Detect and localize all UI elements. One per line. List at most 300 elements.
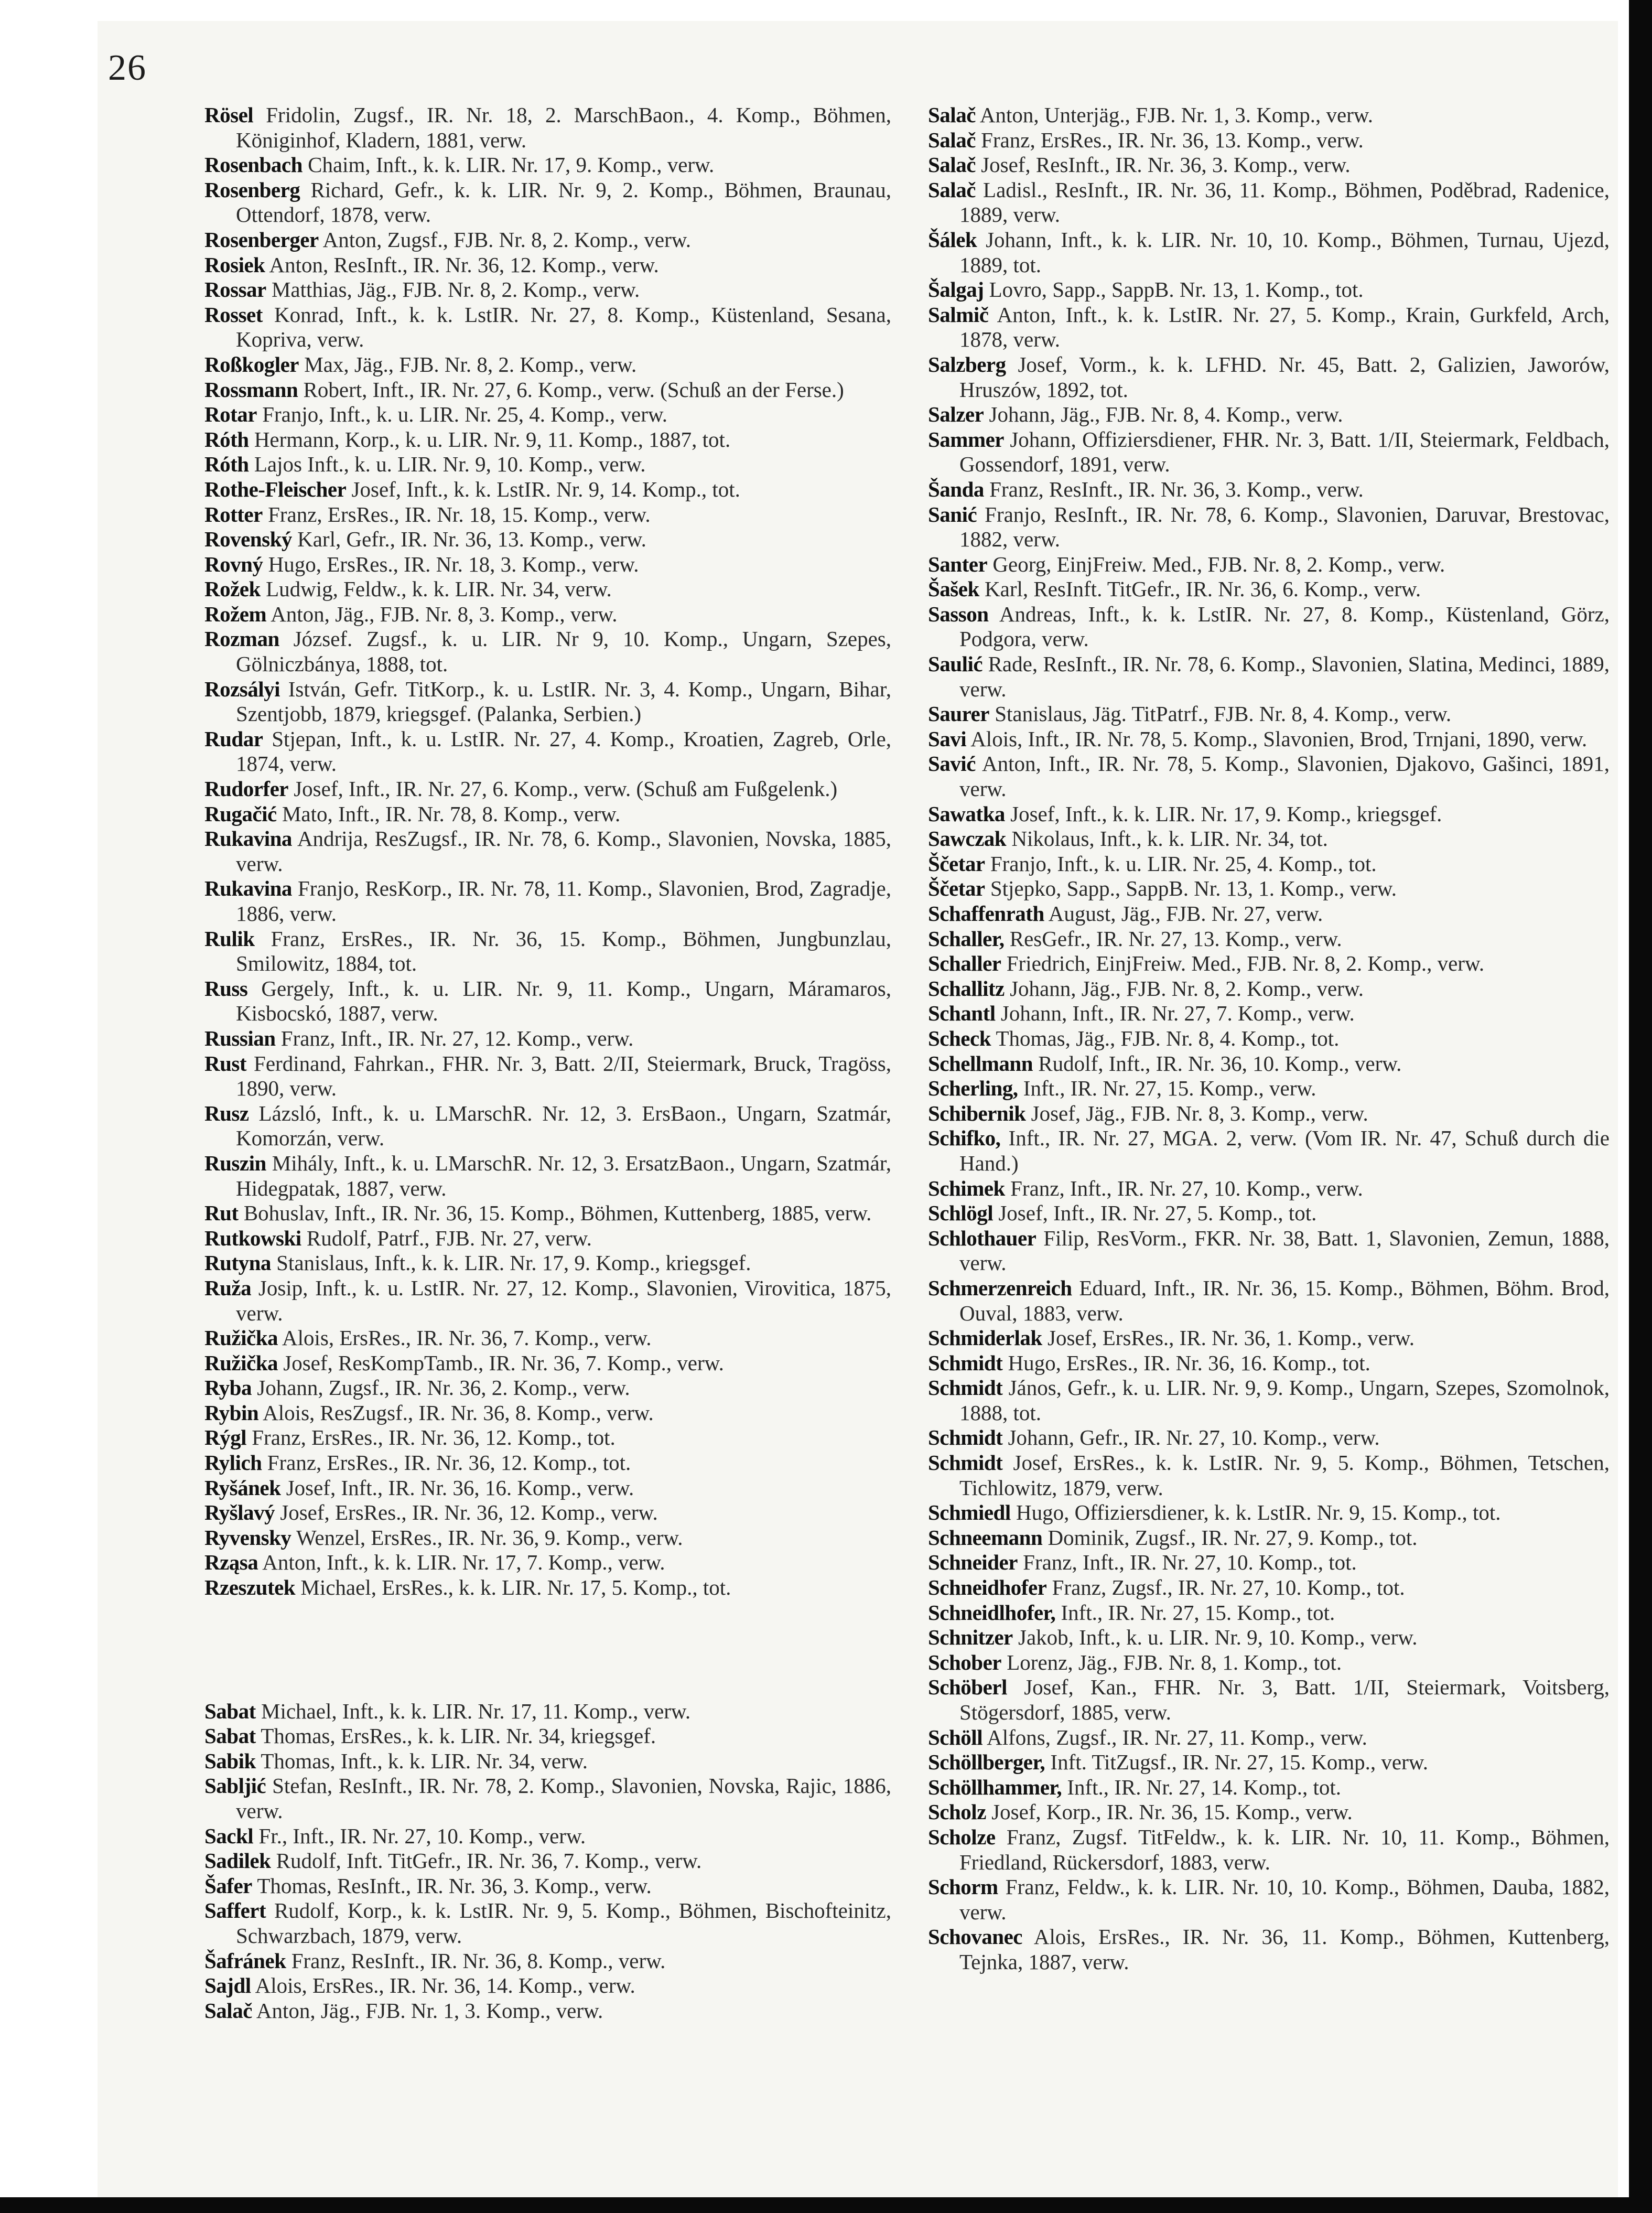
list-entry — [204, 1051, 891, 1101]
entry-surname: Schaller, — [928, 926, 1005, 951]
entry-details: Franz, ErsRes., IR. Nr. 36, 15. Komp., Böhmen, Jungbunzlau, Smilowitz, 1884, tot. — [236, 926, 891, 976]
entry-details: Eduard, Inft., IR. Nr. 36, 15. Komp., Böhmen, Böhm. Brod, Ouval, 1883, verw. — [959, 1275, 1610, 1325]
entry-surname: Rovný — [204, 552, 263, 576]
entry-details: Josip, Inft., k. u. LstIR. Nr. 27, 12. Komp., Slavonien, Virovitica, 1875, verw. — [236, 1275, 891, 1325]
entry-details: Konrad, Inft., k. k. LstIR. Nr. 27, 8. Komp., Küstenland, Sesana, Kopriva, verw. — [236, 302, 891, 352]
entry-details: Thomas, Inft., k. k. LIR. Nr. 34, verw. — [261, 1748, 588, 1773]
list-entry — [928, 1750, 1610, 1775]
entry-details: Karl, Gefr., IR. Nr. 36, 13. Komp., verw. — [297, 527, 646, 552]
entry-surname: Schmerzenreich — [928, 1275, 1072, 1300]
entry-details: Josef, Vorm., k. k. LFHD. Nr. 45, Batt. 2, Galizien, Jaworów, Hruszów, 1892, tot. — [959, 352, 1610, 402]
list-entry — [928, 1650, 1610, 1675]
list-entry — [928, 1051, 1610, 1077]
list-entry — [928, 1526, 1610, 1551]
list-entry — [204, 527, 891, 552]
list-entry — [204, 826, 891, 876]
entry-details: Lajos Inft., k. u. LIR. Nr. 9, 10. Komp., verw. — [254, 452, 646, 477]
list-entry — [204, 1201, 891, 1226]
entry-details: Mato, Inft., IR. Nr. 78, 8. Komp., verw. — [282, 801, 621, 826]
list-entry — [928, 951, 1610, 976]
list-entry — [928, 1451, 1610, 1500]
list-entry — [204, 1251, 891, 1276]
entry-details: István, Gefr. TitKorp., k. u. LstIR. Nr. 3, 4. Komp., Ungarn, Bihar, Szentjobb, 1879, kriegsgef. (Palanka, Serbien.) — [236, 676, 891, 726]
list-entry — [204, 927, 891, 976]
entry-details: Jakob, Inft., k. u. LIR. Nr. 9, 10. Komp., verw. — [1018, 1625, 1418, 1650]
list-entry — [928, 1425, 1610, 1451]
list-entry — [928, 1775, 1610, 1800]
list-entry — [928, 652, 1610, 702]
entry-details: Alois, ErsRes., IR. Nr. 36, 14. Komp., verw. — [255, 1973, 635, 1998]
entry-details: Hugo, Offiziersdiener, k. k. LstIR. Nr. 9, 15. Komp., tot. — [1016, 1500, 1501, 1525]
entry-surname: Rukavina — [204, 876, 292, 901]
entry-surname: Rotar — [204, 402, 257, 427]
list-entry — [928, 1226, 1610, 1276]
entry-surname: Ružička — [204, 1350, 278, 1375]
entry-surname: Rosiek — [204, 252, 265, 277]
list-entry — [928, 1625, 1610, 1650]
list-entry — [204, 477, 891, 502]
entry-surname: Rožek — [204, 577, 261, 601]
entry-surname: Schnitzer — [928, 1625, 1013, 1650]
list-entry — [204, 253, 891, 278]
entry-surname: Rudorfer — [204, 777, 288, 801]
list-entry — [204, 1898, 891, 1948]
list-entry — [204, 627, 891, 676]
list-entry — [928, 1600, 1610, 1626]
entry-details: Anton, Jäg., FJB. Nr. 1, 3. Komp., verw. — [256, 1998, 603, 2023]
entry-surname: Sanić — [928, 502, 977, 527]
entry-surname: Rut — [204, 1201, 239, 1226]
entry-details: Hugo, ErsRes., IR. Nr. 18, 3. Komp., verw. — [268, 552, 639, 576]
list-entry — [204, 577, 891, 602]
entry-details: Josef, ErsRes., IR. Nr. 36, 12. Komp., verw. — [280, 1500, 658, 1525]
entry-surname: Sadilek — [204, 1849, 271, 1873]
entry-surname: Rosenbach — [204, 153, 303, 177]
entry-details: Mihály, Inft., k. u. LMarschR. Nr. 12, 3. ErsatzBaon., Ungarn, Szatmár, Hidegpatak, 1887, verw. — [236, 1151, 891, 1200]
entry-details: Bohuslav, Inft., IR. Nr. 36, 15. Komp., Böhmen, Kuttenberg, 1885, verw. — [243, 1201, 872, 1226]
list-entry — [204, 777, 891, 802]
entry-surname: Rzeszutek — [204, 1575, 296, 1600]
entry-surname: Sawczak — [928, 826, 1007, 851]
list-entry — [928, 1126, 1610, 1176]
entry-surname: Schaffenrath — [928, 901, 1044, 926]
list-entry — [204, 502, 891, 528]
entry-details: Inft., IR. Nr. 27, 14. Komp., tot. — [1067, 1775, 1342, 1799]
entry-details: Alois, ResZugsf., IR. Nr. 36, 8. Komp., verw. — [263, 1400, 654, 1425]
entry-surname: Schneidlhofer, — [928, 1600, 1056, 1625]
list-entry — [928, 103, 1610, 128]
entry-surname: Sammer — [928, 427, 1005, 452]
list-entry — [928, 1575, 1610, 1600]
list-entry — [204, 1849, 891, 1874]
entry-details: Gergely, Inft., k. u. LIR. Nr. 9, 11. Komp., Ungarn, Máramaros, Kisbocskó, 1887, verw. — [236, 976, 892, 1026]
entry-surname: Schlothauer — [928, 1226, 1036, 1250]
entry-surname: Santer — [928, 552, 988, 576]
list-entry — [204, 1500, 891, 1526]
entry-surname: Ruszin — [204, 1151, 266, 1175]
entry-surname: Rovenský — [204, 527, 292, 552]
entry-details: Friedrich, EinjFreiw. Med., FJB. Nr. 8, 2. Komp., verw. — [1006, 951, 1485, 976]
entry-details: Chaim, Inft., k. k. LIR. Nr. 17, 9. Komp., verw. — [308, 153, 715, 177]
entry-surname: Rybin — [204, 1400, 259, 1425]
list-entry — [928, 826, 1610, 852]
entry-surname: Šanda — [928, 477, 984, 501]
entry-surname: Róth — [204, 427, 249, 452]
entry-details: Josef, Inft., k. k. LstIR. Nr. 9, 14. Komp., tot. — [351, 477, 740, 501]
list-entry — [928, 927, 1610, 952]
entry-details: Dominik, Zugsf., IR. Nr. 27, 9. Komp., tot. — [1048, 1525, 1418, 1550]
entry-surname: Schimek — [928, 1176, 1005, 1200]
list-entry — [204, 1101, 891, 1151]
list-entry — [928, 802, 1610, 827]
entry-details: Josef, ErsRes., IR. Nr. 36, 1. Komp., verw. — [1048, 1326, 1415, 1350]
entry-surname: Ščetar — [928, 876, 985, 901]
entry-details: Josef, Korp., IR. Nr. 36, 15. Komp., verw. — [991, 1800, 1353, 1824]
list-entry — [928, 1800, 1610, 1825]
entry-surname: Schmidt — [928, 1376, 1003, 1400]
entry-details: Josef, ResKompTamb., IR. Nr. 36, 7. Komp., verw. — [283, 1350, 724, 1375]
entry-surname: Rosenberg — [204, 177, 300, 202]
entry-surname: Rust — [204, 1051, 247, 1076]
list-entry — [204, 1774, 891, 1823]
entry-surname: Scheck — [928, 1026, 991, 1050]
list-entry — [928, 502, 1610, 552]
list-entry — [204, 1151, 891, 1201]
entry-details: Franz, Inft., IR. Nr. 27, 12. Komp., verw. — [280, 1026, 634, 1050]
entry-details: Andreas, Inft., k. k. LstIR. Nr. 27, 8. Komp., Küstenland, Görz, Podgora, verw. — [959, 601, 1610, 651]
list-entry — [928, 277, 1610, 303]
entry-surname: Rylich — [204, 1451, 262, 1475]
list-entry — [928, 153, 1610, 178]
entry-surname: Schellmann — [928, 1051, 1033, 1076]
list-entry — [204, 1476, 891, 1501]
entry-surname: Rozsályi — [204, 676, 280, 701]
entry-surname: Rutkowski — [204, 1226, 301, 1250]
entry-surname: Schöberl — [928, 1675, 1007, 1700]
list-entry — [204, 1999, 891, 2024]
entry-details: Robert, Inft., IR. Nr. 27, 6. Komp., verw. (Schuß an der Ferse.) — [303, 377, 844, 402]
entry-details: Franz, ErsRes., IR. Nr. 36, 12. Komp., tot. — [252, 1425, 616, 1450]
entry-surname: Saulić — [928, 652, 983, 676]
list-entry — [928, 1500, 1610, 1526]
entry-details: Max, Jäg., FJB. Nr. 8, 2. Komp., verw. — [304, 352, 637, 377]
entry-surname: Rutyna — [204, 1251, 271, 1275]
entry-details: Karl, ResInft. TitGefr., IR. Nr. 36, 6. Komp., verw. — [985, 577, 1421, 601]
list-entry — [928, 1725, 1610, 1750]
entry-surname: Rukavina — [204, 826, 292, 851]
entry-details: Franz, ErsRes., IR. Nr. 18, 15. Komp., verw. — [268, 502, 651, 527]
entry-details: Franz, ResInft., IR. Nr. 36, 8. Komp., verw. — [291, 1948, 666, 1973]
entry-details: Josef, Inft., IR. Nr. 27, 5. Komp., tot. — [998, 1201, 1317, 1226]
entry-surname: Scherling, — [928, 1076, 1018, 1101]
entry-surname: Salač — [928, 177, 976, 202]
list-entry — [928, 1351, 1610, 1376]
entry-details: Anton, Jäg., FJB. Nr. 8, 3. Komp., verw. — [271, 601, 618, 626]
entry-surname: Ryšlavý — [204, 1500, 275, 1525]
entry-details: Stefan, ResInft., IR. Nr. 78, 2. Komp., Slavonien, Novska, Rajic, 1886, verw. — [236, 1774, 891, 1823]
entry-details: Johann, Gefr., IR. Nr. 27, 10. Komp., verw. — [1008, 1425, 1380, 1450]
section-gap — [204, 1600, 891, 1699]
list-entry — [204, 976, 891, 1026]
list-entry — [928, 128, 1610, 153]
entry-surname: Sasson — [928, 601, 989, 626]
right-column — [928, 103, 1610, 1975]
entry-details: Wenzel, ErsRes., IR. Nr. 36, 9. Komp., verw. — [296, 1525, 683, 1550]
entry-surname: Salač — [204, 1998, 252, 2023]
entry-surname: Róth — [204, 452, 249, 477]
entry-details: Josef, Inft., IR. Nr. 27, 6. Komp., verw. (Schuß am Fußgelenk.) — [294, 777, 838, 801]
list-entry — [204, 876, 891, 926]
list-entry — [204, 303, 891, 352]
page-number: 26 — [108, 48, 147, 88]
list-entry — [928, 228, 1610, 277]
list-entry — [928, 1550, 1610, 1575]
entry-details: Lorenz, Jäg., FJB. Nr. 8, 1. Komp., tot. — [1007, 1650, 1342, 1674]
entry-details: Franjo, Inft., k. u. LIR. Nr. 25, 4. Komp., verw. — [262, 402, 668, 427]
entry-details: Fridolin, Zugsf., IR. Nr. 18, 2. MarschBaon., 4. Komp., Böhmen, Königinhof, Kladern, 1881, verw. — [236, 103, 891, 152]
entry-surname: Rösel — [204, 103, 254, 127]
list-entry — [204, 1724, 891, 1749]
entry-surname: Schöllberger, — [928, 1750, 1045, 1775]
entry-details: Nikolaus, Inft., k. k. LIR. Nr. 34, tot. — [1011, 826, 1328, 851]
entry-surname: Ryšánek — [204, 1475, 281, 1500]
list-entry — [204, 1949, 891, 1974]
entry-details: ResGefr., IR. Nr. 27, 13. Komp., verw. — [1009, 926, 1342, 951]
list-entry — [928, 1076, 1610, 1101]
list-entry — [928, 1376, 1610, 1425]
entry-details: Franz, ResInft., IR. Nr. 36, 3. Komp., verw. — [989, 477, 1364, 501]
entry-details: Anton, Zugsf., FJB. Nr. 8, 2. Komp., verw. — [322, 227, 691, 252]
entry-surname: Šalgaj — [928, 277, 984, 302]
entry-surname: Schorm — [928, 1875, 998, 1899]
list-entry — [928, 852, 1610, 877]
entry-surname: Saffert — [204, 1898, 266, 1923]
entry-surname: Schifko, — [928, 1126, 1001, 1151]
entry-details: Filip, ResVorm., FKR. Nr. 38, Batt. 1, Slavonien, Zemun, 1888, verw. — [959, 1226, 1610, 1275]
entry-details: Hugo, ErsRes., IR. Nr. 36, 16. Komp., tot. — [1008, 1350, 1370, 1375]
entry-surname: Rosset — [204, 302, 263, 327]
entry-surname: Rugačić — [204, 801, 277, 826]
entry-details: Inft., IR. Nr. 27, 15. Komp., tot. — [1061, 1600, 1335, 1625]
entry-details: Stjepko, Sapp., SappB. Nr. 13, 1. Komp., verw. — [990, 876, 1397, 901]
list-entry — [204, 1550, 891, 1575]
entry-details: Matthias, Jäg., FJB. Nr. 8, 2. Komp., verw. — [271, 277, 640, 302]
entry-details: Alois, ErsRes., IR. Nr. 36, 7. Komp., verw. — [282, 1326, 652, 1350]
entry-surname: Ščetar — [928, 851, 985, 876]
entry-surname: Rząsa — [204, 1550, 258, 1575]
entry-surname: Savić — [928, 751, 976, 776]
entry-surname: Ryvensky — [204, 1525, 291, 1550]
entry-surname: Ružička — [204, 1326, 278, 1350]
entry-surname: Schibernik — [928, 1101, 1026, 1125]
list-entry — [204, 452, 891, 477]
list-entry — [204, 1699, 891, 1724]
list-entry — [928, 1001, 1610, 1026]
entry-details: Franz, Feldw., k. k. LIR. Nr. 10, 10. Komp., Böhmen, Dauba, 1882, verw. — [959, 1875, 1610, 1924]
entry-surname: Schneidhofer — [928, 1575, 1047, 1600]
entry-surname: Rožem — [204, 601, 267, 626]
entry-details: Alois, ErsRes., IR. Nr. 36, 11. Komp., Böhmen, Kuttenberg, Tejnka, 1887, verw. — [959, 1925, 1610, 1974]
entry-details: Stjepan, Inft., k. u. LstIR. Nr. 27, 4. Komp., Kroatien, Zagreb, Orle, 1874, verw. — [236, 726, 892, 776]
entry-details: Georg, EinjFreiw. Med., FJB. Nr. 8, 2. Komp., verw. — [992, 552, 1445, 576]
entry-surname: Šafránek — [204, 1948, 286, 1973]
entry-surname: Sackl — [204, 1823, 254, 1848]
list-entry — [204, 802, 891, 827]
left-column — [204, 103, 891, 2023]
entry-details: Anton, Inft., k. k. LstIR. Nr. 27, 5. Komp., Krain, Gurkfeld, Arch, 1878, verw. — [959, 302, 1610, 352]
entry-details: Inft. TitZugsf., IR. Nr. 27, 15. Komp., verw. — [1050, 1750, 1428, 1775]
entry-details: Alois, Inft., IR. Nr. 78, 5. Komp., Slavonien, Brod, Trnjani, 1890, verw. — [970, 726, 1588, 751]
entry-details: Franjo, ResKorp., IR. Nr. 78, 11. Komp., Slavonien, Brod, Zagradje, 1886, verw. — [236, 876, 891, 926]
entry-surname: Rulik — [204, 926, 255, 951]
entry-surname: Ryba — [204, 1376, 252, 1400]
entry-details: Franz, Inft., IR. Nr. 27, 10. Komp., verw. — [1010, 1176, 1363, 1200]
entry-surname: Sawatka — [928, 801, 1005, 826]
list-entry — [204, 1401, 891, 1426]
list-entry — [204, 1526, 891, 1551]
entry-details: Richard, Gefr., k. k. LIR. Nr. 9, 2. Komp., Böhmen, Braunau, Ottendorf, 1878, verw. — [236, 177, 892, 227]
entry-surname: Salač — [928, 153, 976, 177]
list-entry — [204, 1351, 891, 1376]
entry-details: Thomas, Jäg., FJB. Nr. 8, 4. Komp., tot. — [996, 1026, 1340, 1050]
entry-details: Lovro, Sapp., SappB. Nr. 13, 1. Komp., tot. — [989, 277, 1364, 302]
list-entry — [204, 427, 891, 453]
entry-surname: Schöll — [928, 1725, 983, 1749]
list-entry — [204, 602, 891, 627]
entry-surname: Rossar — [204, 277, 266, 302]
entry-surname: Šašek — [928, 577, 979, 601]
entry-details: Alfons, Zugsf., IR. Nr. 27, 11. Komp., verw. — [987, 1725, 1367, 1749]
list-entry — [928, 727, 1610, 752]
entry-details: Johann, Offiziersdiener, FHR. Nr. 3, Batt. 1/II, Steiermark, Feldbach, Gossendorf, 1891, verw. — [959, 427, 1610, 477]
entry-details: Anton, Inft., IR. Nr. 78, 5. Komp., Slavonien, Djakovo, Gašinci, 1891, verw. — [959, 751, 1610, 801]
entry-details: Fr., Inft., IR. Nr. 27, 10. Komp., verw. — [258, 1823, 586, 1848]
list-entry — [204, 103, 891, 153]
entry-details: József. Zugsf., k. u. LIR. Nr 9, 10. Komp., Ungarn, Szepes, Gölniczbánya, 1888, tot. — [236, 627, 892, 676]
scan-border-bottom — [0, 2197, 1652, 2213]
entry-details: Josef, Jäg., FJB. Nr. 8, 3. Komp., verw. — [1031, 1101, 1368, 1125]
list-entry — [204, 552, 891, 577]
entry-details: Stanislaus, Jäg. TitPatrf., FJB. Nr. 8, 4. Komp., verw. — [995, 702, 1452, 726]
entry-surname: Salač — [928, 103, 976, 127]
entry-details: Ludwig, Feldw., k. k. LIR. Nr. 34, verw. — [266, 577, 612, 601]
entry-details: Josef, Inft., k. k. LIR. Nr. 17, 9. Komp., kriegsgef. — [1010, 801, 1442, 826]
entry-surname: Sabat — [204, 1699, 256, 1723]
entry-surname: Schaller — [928, 951, 1001, 976]
list-entry — [928, 1326, 1610, 1351]
list-entry — [204, 1276, 891, 1326]
list-entry — [928, 1825, 1610, 1875]
entries-r-list — [204, 103, 891, 1600]
entry-details: Ferdinand, Fahrkan., FHR. Nr. 3, Batt. 2/II, Steiermark, Bruck, Tragöss, 1890, verw. — [236, 1051, 891, 1101]
entry-surname: Saurer — [928, 702, 989, 726]
list-entry — [204, 1425, 891, 1451]
list-entry — [928, 1026, 1610, 1051]
list-entry — [928, 602, 1610, 652]
list-entry — [204, 1874, 891, 1899]
list-entry — [204, 402, 891, 427]
list-entry — [928, 352, 1610, 402]
entry-surname: Schmiderlak — [928, 1326, 1042, 1350]
list-entry — [204, 228, 891, 253]
entry-surname: Rotter — [204, 502, 263, 527]
list-entry — [928, 876, 1610, 901]
entry-surname: Schovanec — [928, 1925, 1022, 1949]
entry-surname: Russian — [204, 1026, 276, 1050]
entry-surname: Rýgl — [204, 1425, 246, 1450]
entry-details: Michael, Inft., k. k. LIR. Nr. 17, 11. Komp., verw. — [261, 1699, 691, 1723]
entry-surname: Schöllhammer, — [928, 1775, 1062, 1799]
list-entry — [204, 1451, 891, 1476]
entry-surname: Šálek — [928, 227, 977, 252]
entry-surname: Rusz — [204, 1101, 249, 1125]
entry-details: Rudolf, Inft. TitGefr., IR. Nr. 36, 7. Komp., verw. — [276, 1849, 702, 1873]
list-entry — [928, 1101, 1610, 1126]
entry-details: Anton, Inft., k. k. LIR. Nr. 17, 7. Komp., verw. — [262, 1550, 665, 1575]
list-entry — [204, 1575, 891, 1600]
list-entry — [204, 1973, 891, 1999]
entry-details: Franz, ErsRes., IR. Nr. 36, 12. Komp., tot. — [267, 1451, 631, 1475]
entry-details: Rade, ResInft., IR. Nr. 78, 6. Komp., Slavonien, Slatina, Medinci, 1889, verw. — [959, 652, 1610, 701]
list-entry — [928, 477, 1610, 502]
entry-details: Anton, ResInft., IR. Nr. 36, 12. Komp., verw. — [269, 252, 659, 277]
list-entry — [928, 178, 1610, 228]
entry-details: Franz, Zugsf. TitFeldw., k. k. LIR. Nr. 10, 11. Komp., Böhmen, Friedland, Rückersdorf, 1883, verw. — [959, 1824, 1610, 1874]
entry-surname: Salmič — [928, 302, 989, 327]
entry-details: Franjo, Inft., k. u. LIR. Nr. 25, 4. Komp., tot. — [990, 851, 1377, 876]
entry-surname: Russ — [204, 976, 248, 1001]
list-entry — [204, 378, 891, 403]
list-entry — [204, 178, 891, 228]
list-entry — [928, 577, 1610, 602]
entry-details: Michael, ErsRes., k. k. LIR. Nr. 17, 5. Komp., tot. — [300, 1575, 731, 1600]
entry-details: Anton, Unterjäg., FJB. Nr. 1, 3. Komp., verw. — [979, 103, 1373, 127]
list-entry — [928, 901, 1610, 927]
list-entry — [204, 352, 891, 378]
entry-details: Josef, ErsRes., k. k. LstIR. Nr. 9, 5. Komp., Böhmen, Tetschen, Tichlowitz, 1879, verw. — [959, 1451, 1610, 1500]
entry-details: Josef, Inft., IR. Nr. 36, 16. Komp., verw. — [286, 1475, 634, 1500]
entry-details: Franz, Inft., IR. Nr. 27, 10. Komp., tot. — [1023, 1550, 1357, 1575]
entry-surname: Rossmann — [204, 377, 298, 402]
entry-surname: Schmiedl — [928, 1500, 1011, 1525]
list-entry — [928, 427, 1610, 477]
entry-surname: Roßkogler — [204, 352, 299, 377]
entry-details: Johann, Jäg., FJB. Nr. 8, 4. Komp., verw. — [989, 402, 1343, 427]
entry-surname: Schneider — [928, 1550, 1018, 1575]
entries-right-list — [928, 103, 1610, 1975]
entry-surname: Salzer — [928, 402, 984, 427]
list-entry — [204, 1226, 891, 1251]
entry-surname: Rosenberger — [204, 227, 319, 252]
list-entry — [928, 1675, 1610, 1725]
entry-details: Inft., IR. Nr. 27, MGA. 2, verw. (Vom IR. Nr. 47, Schuß durch die Hand.) — [959, 1126, 1610, 1175]
list-entry — [204, 153, 891, 178]
entry-details: János, Gefr., k. u. LIR. Nr. 9, 9. Komp., Ungarn, Szepes, Szomolnok, 1888, tot. — [959, 1376, 1610, 1425]
entry-surname: Rudar — [204, 726, 263, 751]
entry-surname: Schlögl — [928, 1201, 994, 1226]
list-entry — [928, 976, 1610, 1002]
list-entry — [928, 1875, 1610, 1925]
entry-surname: Schallitz — [928, 976, 1005, 1001]
list-entry — [928, 1276, 1610, 1326]
entry-surname: Ruža — [204, 1275, 252, 1300]
entry-surname: Salzberg — [928, 352, 1006, 377]
list-entry — [204, 1376, 891, 1401]
entry-details: Johann, Zugsf., IR. Nr. 36, 2. Komp., verw. — [257, 1376, 630, 1400]
entry-surname: Scholze — [928, 1824, 996, 1849]
entry-surname: Sajdl — [204, 1973, 251, 1998]
entry-surname: Sabljić — [204, 1774, 266, 1798]
